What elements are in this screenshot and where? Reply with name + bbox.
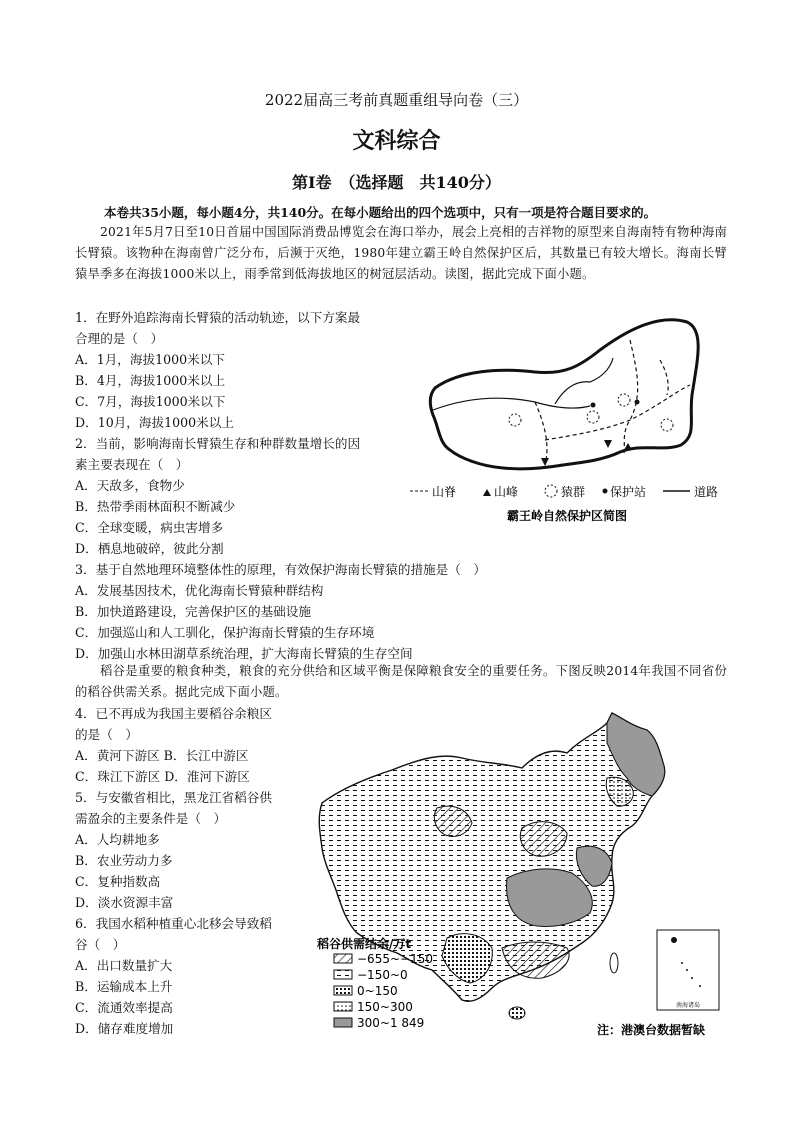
q4-options-ab[interactable]: A．黄河下游区 B．长江中游区 <box>75 748 249 763</box>
q3-option-d[interactable]: D．加强山水林田湖草系统治理，扩大海南长臂猿的生存空间 <box>75 646 413 661</box>
ridge-line <box>660 360 668 395</box>
station-icon <box>603 489 608 494</box>
station-icon <box>635 400 640 405</box>
road-line <box>433 398 590 410</box>
monkey-group-icon <box>509 414 521 426</box>
legend-ridge: 山脊 <box>432 485 457 499</box>
monkey-group-icon <box>545 485 557 497</box>
legend-station: 保护站 <box>610 485 647 499</box>
monkey-group-icon <box>618 394 630 406</box>
q2-option-b[interactable]: B．热带季雨林面积不断减少 <box>75 499 236 514</box>
instructions: 本卷共35小题，每小题4分，共140分。在每小题给出的四个选项中，只有一项是符合题目要求的。 <box>104 205 657 220</box>
q1-option-a[interactable]: A．1月，海拔1000米以下 <box>75 352 225 367</box>
q2-stem-cont: 素主要表现在（ ） <box>75 457 189 472</box>
monkey-group-icon <box>661 419 673 431</box>
map2-note: 注：港澳台数据暂缺 <box>597 1023 706 1037</box>
arrow-icon <box>604 440 612 448</box>
china-rice-map <box>312 708 732 1048</box>
q3-option-b[interactable]: B．加快道路建设，完善保护区的基础设施 <box>75 604 311 619</box>
legend-title: 稻谷供需结余/万t <box>317 937 412 951</box>
map1-caption: 霸王岭自然保护区简图 <box>506 509 628 523</box>
passage-2: 稻谷是重要的粮食种类，粮食的充分供给和区域平衡是保障粮食安全的重要任务。下图反映2014年我国不同省份的稻谷供需关系。据此完成下面小题。 <box>75 664 727 699</box>
road-line <box>555 358 613 404</box>
passage-1: 2021年5月7日至10日首届中国国际消费品博览会在海口举办，展会上亮相的吉祥物的原型来自海南特有物种海南长臂猿。该物种在海南曾广泛分布，后濒于灭绝，1980年建立霸王岭自然保护区后，其数量已有较大增长。海南长臂猿旱季多在海拔1000米以上，雨季常到低海拔地区的树冠层活动。读图，据此完成下面小题。 <box>75 225 727 281</box>
q3-option-a[interactable]: A．发展基因技术，优化海南长臂猿种群结构 <box>75 583 324 598</box>
q3-option-c[interactable]: C．加强巡山和人工驯化，保护海南长臂猿的生存环境 <box>75 625 375 640</box>
q1-stem-cont: 合理的是（ ） <box>75 331 164 346</box>
section-title: 第Ⅰ卷 （选择题 共140分） <box>292 173 501 192</box>
monkey-group-icon <box>587 411 599 423</box>
region-hainan <box>509 1007 525 1019</box>
q5-stem: 5．与安徽省相比，黑龙江省稻谷供 <box>75 790 272 805</box>
reserve-boundary <box>430 320 698 469</box>
q4-stem-cont: 的是（ ） <box>75 727 138 742</box>
legend-item-1: −655~−150 <box>357 952 433 966</box>
q2-option-d[interactable]: D．栖息地破碎，彼此分割 <box>75 541 224 556</box>
bawangling-reserve-map <box>405 300 730 530</box>
legend-item-2: −150~0 <box>357 968 408 982</box>
legend-item-5: 300~1 849 <box>357 1016 425 1030</box>
legend-item-4: 150~300 <box>357 1000 413 1014</box>
q2-stem: 2．当前，影响海南长臂猿生存和种群数量增长的因 <box>75 436 361 451</box>
subject-title: 文科综合 <box>352 128 441 154</box>
q2-option-c[interactable]: C．全球变暖，病虫害增多 <box>75 520 224 535</box>
q6-stem: 6．我国水稻种植重心北移会导致稻 <box>75 916 272 931</box>
q1-option-b[interactable]: B．4月，海拔1000米以上 <box>75 373 226 388</box>
inset-label: 南海诸岛 <box>675 1002 701 1009</box>
arrow-icon <box>541 458 549 466</box>
q6-stem-cont: 谷（ ） <box>75 937 126 952</box>
station-icon <box>591 403 596 408</box>
ridge-line <box>535 402 547 465</box>
q2-option-a[interactable]: A．天敌多，食物少 <box>75 478 185 493</box>
q6-option-d[interactable]: D．储存难度增加 <box>75 1021 174 1036</box>
legend-group: 猿群 <box>561 485 586 499</box>
q5-stem-cont: 需盈余的主要条件是（ ） <box>75 811 227 826</box>
q3-stem: 3．基于自然地理环境整体性的原理，有效保护海南长臂猿的措施是（ ） <box>75 562 487 577</box>
region-taiwan <box>610 953 618 973</box>
map1-legend <box>410 484 718 499</box>
q4-options-cd[interactable]: C．珠江下游区 D．淮河下游区 <box>75 769 250 784</box>
q1-stem: 1．在野外追踪海南长臂猿的活动轨迹，以下方案最 <box>75 310 361 325</box>
q6-option-b[interactable]: B．运输成本上升 <box>75 979 173 994</box>
q5-option-b[interactable]: B．农业劳动力多 <box>75 853 173 868</box>
q1-option-c[interactable]: C．7月，海拔1000米以下 <box>75 394 226 409</box>
exam-title: 2022届高三考前真题重组导向卷（三） <box>264 91 529 109</box>
q5-option-c[interactable]: C．复种指数高 <box>75 874 161 889</box>
q1-option-d[interactable]: D．10月，海拔1000米以上 <box>75 415 234 430</box>
legend-item-3: 0~150 <box>357 984 398 998</box>
ridge-line <box>545 385 690 440</box>
q4-stem: 4．已不再成为我国主要稻谷余粮区 <box>75 706 272 721</box>
legend-road: 道路 <box>694 485 719 499</box>
legend-peak: 山峰 <box>494 485 519 499</box>
q5-option-d[interactable]: D．淡水资源丰富 <box>75 895 174 910</box>
q6-option-a[interactable]: A．出口数量扩大 <box>75 958 173 973</box>
ridge-line <box>623 340 638 455</box>
peak-icon <box>624 443 632 450</box>
q6-option-c[interactable]: C．流通效率提高 <box>75 1000 173 1015</box>
peak-icon <box>483 489 491 496</box>
q5-option-a[interactable]: A．人均耕地多 <box>75 832 160 847</box>
